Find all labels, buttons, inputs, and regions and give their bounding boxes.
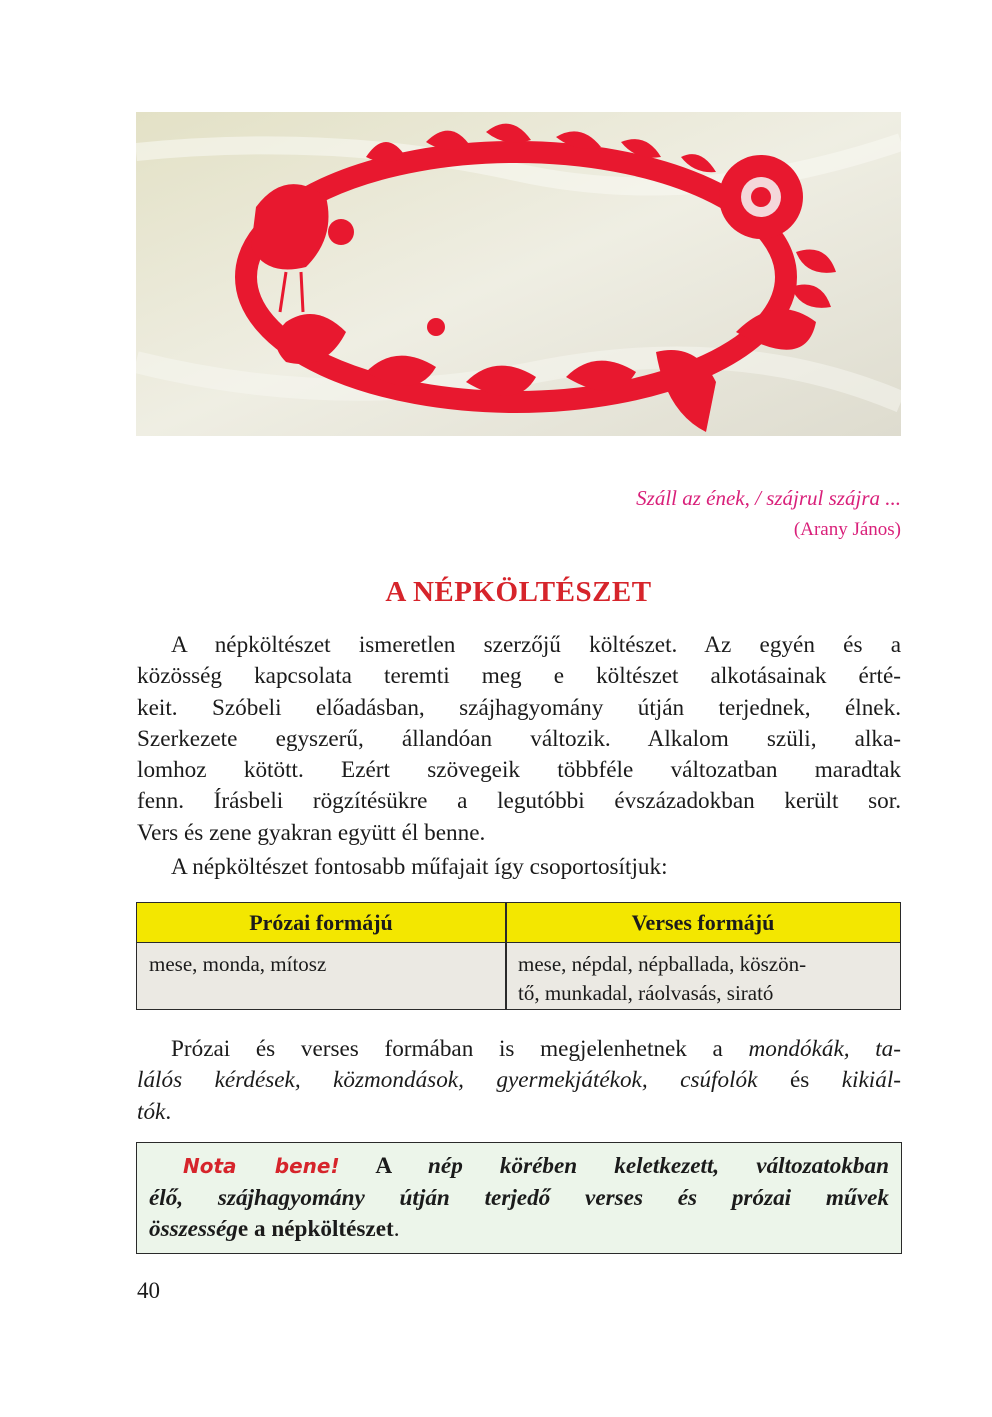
text-line — [137, 1065, 901, 1096]
text-span: A — [339, 1153, 428, 1179]
nota-bene-label: Nota bene! — [183, 1154, 340, 1178]
table-header-verse: Verses formájú — [506, 903, 900, 943]
text-line: fenn. Írásbeli rögzítésükre a legutóbbi évszázadokban került sor. — [137, 788, 901, 815]
text-span: nép körében keletkezett, változatokban — [428, 1153, 889, 1179]
table-cell-line: tő, munkadal, ráolvasás, sirató — [518, 981, 774, 1005]
text-span: Prózai és verses formában is megjelenhetnek a — [171, 1036, 749, 1062]
folk-art-photo — [136, 112, 901, 436]
extra-paragraph — [137, 1034, 901, 1128]
epigraph-quote: Száll az ének, / szájrul szájra ... — [636, 486, 901, 510]
italic-span: tók — [137, 1098, 166, 1125]
text-line — [137, 1034, 901, 1065]
text-line: élő, szájhagyomány útján terjedő verses és prózai művek — [149, 1184, 889, 1211]
genre-table — [136, 902, 901, 1010]
text-span: . — [393, 1216, 400, 1242]
epigraph-author: (Arany János) — [793, 519, 901, 540]
table-divider — [505, 903, 507, 1009]
text-line: A népköltészet fontosabb műfajait így csoportosítjuk: — [171, 854, 668, 880]
text-span: e a népköltészet — [237, 1216, 394, 1242]
italic-span: lálós kérdések, közmondások, gyermekjátékok, csúfolók — [137, 1067, 758, 1094]
table-cell-line: mese, népdal, népballada, köszön- — [518, 952, 807, 976]
italic-span: mondókák, ta- — [748, 1036, 901, 1062]
italic-span: kikiál- — [841, 1067, 901, 1094]
text-span: és — [757, 1067, 842, 1094]
page-number: 40 — [137, 1278, 160, 1303]
red-paper-cut-floral-wreath-icon — [136, 112, 901, 436]
text-span: összesség — [149, 1216, 238, 1242]
genre-intro — [137, 852, 901, 883]
text-line: Szerkezete egyszerű, állandóan változik. Alkalom szüli, alka- — [137, 725, 901, 752]
nota-bene-box — [136, 1142, 902, 1254]
table-header-prose: Prózai formájú — [137, 903, 505, 943]
text-line — [149, 1151, 889, 1183]
text-line: Vers és zene gyakran együtt él benne. — [137, 819, 486, 846]
text-span: . — [165, 1098, 172, 1125]
text-line — [149, 1214, 889, 1246]
intro-paragraph — [137, 630, 901, 849]
text-line: lomhoz kötött. Ezért szövegeik többféle változatban maradtak — [137, 757, 901, 784]
text-line: keit. Szóbeli előadásban, szájhagyomány útján terjednek, élnek. — [137, 694, 901, 721]
text-line: közösség kapcsolata teremti meg e költészet alkotásainak érté- — [137, 663, 901, 690]
table-cell-prose: mese, monda, mítosz — [137, 943, 505, 1009]
table-cell-verse — [506, 943, 900, 1009]
page-title: A NÉPKÖLTÉSZET — [385, 576, 652, 608]
text-line: A népköltészet ismeretlen szerzőjű költészet. Az egyén és a — [171, 632, 901, 658]
text-line — [137, 1097, 901, 1128]
